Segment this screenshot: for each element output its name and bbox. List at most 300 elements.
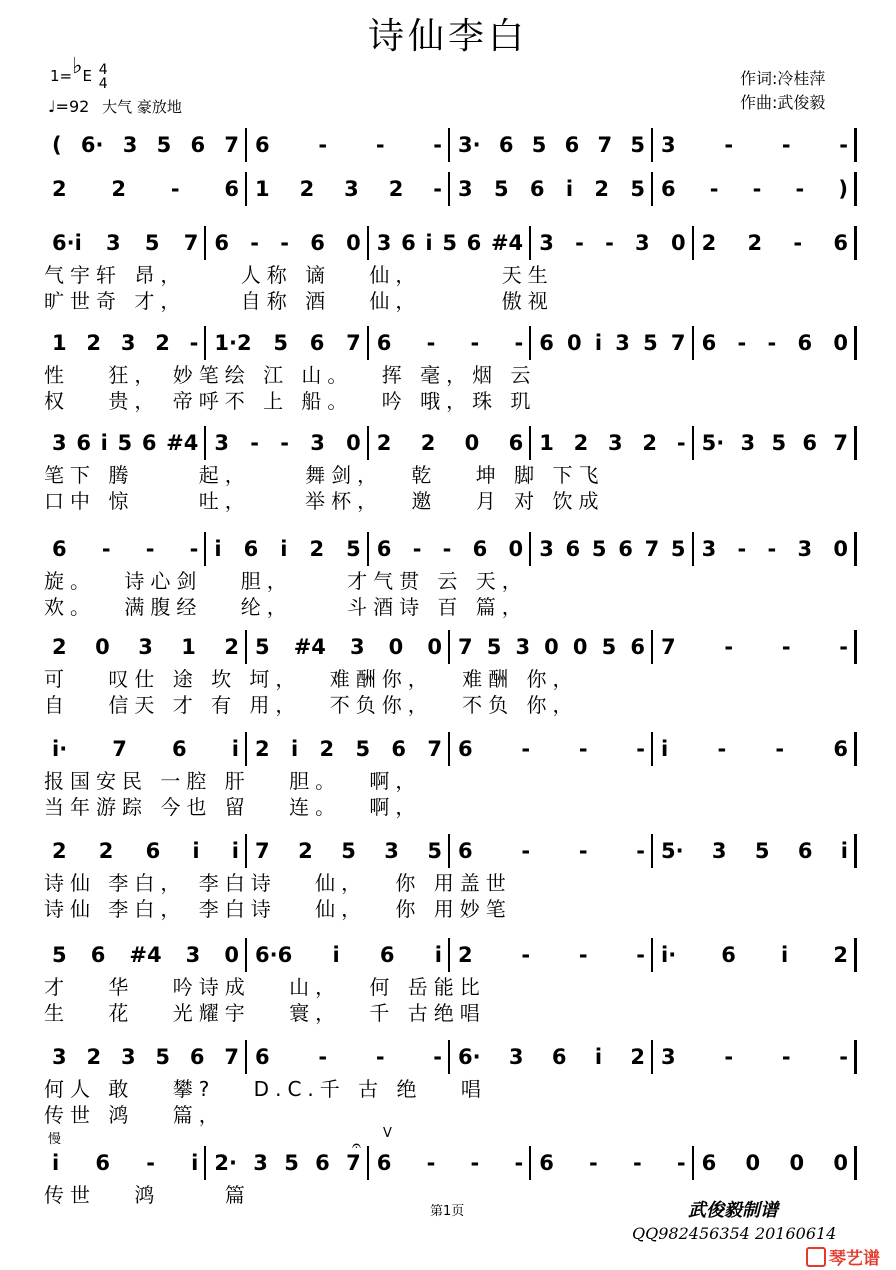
note: 3 [701,537,717,561]
logo-icon [806,1247,826,1267]
tempo: ♩=92 [48,97,90,116]
note: 3 [515,635,531,659]
measure [214,426,360,460]
note: 6· [458,1045,481,1069]
note: 6 [721,943,736,967]
note: 3 [661,133,676,157]
note: 6 [661,177,676,201]
note: 2 [111,177,127,201]
lyrics-verse-1: 性 狂， 妙笔绘 江 山。 挥 毫，烟 云 [44,363,537,387]
barline [204,426,206,460]
note: 7 [661,635,676,659]
logo-text: 琴艺谱 [829,1249,880,1269]
barline [245,834,247,868]
note: - [605,231,614,255]
note: 0 [745,1151,761,1175]
note: 0 [95,635,110,659]
note: 6 [315,1151,330,1175]
note: #4 [490,231,524,255]
note: 6 [630,635,645,659]
note: 7 [346,331,361,355]
lyrics-verse-2: 口中 惊 吐， 举杯， 邀 月 对 饮成 [44,489,605,513]
measure [214,226,360,260]
barline [367,226,369,260]
lyrics-verse-1: 可 叹仕 途 坎 坷， 难酬你， 难酬 你， [44,667,579,691]
note: - [636,839,645,863]
note: 0 [833,537,848,561]
note: 7 [833,431,848,455]
note: - [737,331,747,355]
note: 0 [346,431,361,455]
note: 3 [106,231,121,255]
barline [245,172,247,206]
note: i [214,537,222,561]
page-number: 第1页 [430,1204,465,1219]
barline [448,1040,450,1074]
note: 3 [122,133,138,157]
barline [854,172,857,206]
note: 6 [797,331,813,355]
barline [448,128,450,162]
note: #4 [129,943,162,967]
note: 5 [427,839,442,863]
note: 3 [539,231,554,255]
note: 3 [797,537,813,561]
note: 6 [310,231,325,255]
note: i [594,331,603,355]
barline [245,732,247,766]
note: i [100,431,108,455]
barline [651,834,653,868]
note: 3 [661,1045,676,1069]
note: 3 [615,331,630,355]
note: - [189,537,199,561]
note: - [793,231,803,255]
barline [854,630,857,664]
note: 2 [594,177,610,201]
measure [214,1146,360,1180]
barline [448,938,450,972]
measure [458,938,645,972]
measure [661,834,848,868]
note: 5 [630,133,645,157]
note: - [521,943,531,967]
note: 6 [565,537,581,561]
note: 2 [420,431,436,455]
note: 3 [52,1045,67,1069]
note: 2 [224,635,239,659]
lyrics-verse-2: 当年游踪 今也 留 连。 啊， [44,795,422,819]
note: 5· [661,839,684,863]
note: i [191,1151,199,1175]
note: - [578,737,588,761]
measure [702,1146,848,1180]
note: 7 [183,231,199,255]
note: i [192,839,200,863]
barline [651,128,653,162]
note: 0 [833,331,848,355]
note: - [775,737,785,761]
note: 6 [391,737,407,761]
note: 6 [401,231,416,255]
note: - [839,133,848,157]
note: 7 [427,737,442,761]
barline [651,732,653,766]
note: - [724,133,734,157]
note: 5 [273,331,288,355]
lyrics-verse-2: 旷世奇 才， 自称 酒 仙， 傲视 [44,289,554,313]
note: 3 [608,431,623,455]
note: 6 [52,537,67,561]
note: 1·2 [214,331,252,355]
note: 6·6 [255,943,293,967]
barline [448,834,450,868]
note: 5 [117,431,133,455]
note: 6 [701,331,717,355]
note: - [767,537,777,561]
measure [377,1146,523,1180]
note: 3 [508,1045,524,1069]
note: - [781,635,791,659]
key-label: 1= [50,67,73,85]
measure [52,426,198,460]
note-line [44,732,856,766]
note: 6 [797,839,813,863]
time-signature [99,63,108,91]
note: - [839,1045,848,1069]
lyrics-verse-1: 传世 鸿 篇 [44,1183,251,1207]
barline [651,938,653,972]
note: 1 [52,331,67,355]
note: 6 [224,177,239,201]
barline [692,532,694,566]
note: 3 [740,431,756,455]
key-signature [50,54,108,92]
note: 6 [376,1151,392,1175]
note: i [231,737,239,761]
note: 3 [458,177,473,201]
measure [458,630,645,664]
note: 7 [224,133,239,157]
note: - [578,839,588,863]
note: 3 [384,839,399,863]
note: 6 [95,1151,111,1175]
measure [255,630,442,664]
note: 6·i [52,231,82,255]
note: 3 [349,635,365,659]
note: 2· [214,1151,237,1175]
note: 7 [224,1045,239,1069]
note-line [44,834,856,868]
note: - [318,133,328,157]
barline [854,532,857,566]
measure [52,226,198,260]
lyrics-verse-2: 欢。 满腹经 纶， 斗酒诗 百 篇， [44,595,528,619]
note: 6 [243,537,259,561]
note: 6 [472,537,488,561]
note: 0 [544,635,559,659]
note: 6 [309,331,325,355]
note: 6 [255,1045,270,1069]
note-line [44,128,856,162]
note: i [52,1151,60,1175]
measure [661,172,848,206]
note: 2 [86,1045,102,1069]
note: - [146,1151,155,1175]
note: - [433,133,442,157]
note: 5 [643,331,658,355]
note: - [589,1151,598,1175]
measure [52,732,239,766]
note: i [594,1045,603,1069]
barline [448,630,450,664]
barline [529,1146,531,1180]
note: 6 [618,537,633,561]
note: 2 [98,839,114,863]
note: 5 [493,177,509,201]
measure [539,426,685,460]
flat-sign: ♭ [72,54,83,79]
note: 6 [214,231,230,255]
note: 6 [189,1045,205,1069]
note: - [412,537,422,561]
barline [854,128,857,162]
note: 0 [789,1151,805,1175]
measure [52,834,239,868]
measure [255,128,442,162]
note: 2 [298,839,313,863]
note-line [44,1040,856,1074]
barline [529,226,531,260]
note-line [44,172,856,206]
note: 5 [531,133,547,157]
note: - [839,635,848,659]
note: - [514,1151,524,1175]
measure [52,938,239,972]
note: 0 [508,537,524,561]
note: 7 [458,635,473,659]
note: 6 [145,839,161,863]
note: 5 [346,537,361,561]
note: - [636,737,645,761]
measure [255,938,442,972]
note: 6 [379,943,395,967]
note: 3 [52,431,67,455]
note: 5 [52,943,67,967]
note: 5 [255,635,270,659]
barline [245,128,247,162]
note: 3 [635,231,650,255]
note: 7 [112,737,127,761]
note: 2 [309,537,325,561]
measure [52,128,239,162]
note: - [632,1151,642,1175]
note: 6 [376,331,392,355]
measure [661,732,848,766]
note: - [737,537,747,561]
note: 6 [458,737,473,761]
barline [529,532,531,566]
note: - [280,231,289,255]
barline [854,834,857,868]
barline [692,426,694,460]
measure [52,1040,239,1074]
note: 5 [341,839,356,863]
note: - [724,1045,734,1069]
lyrics-verse-1: 才 华 吟诗成 山， 何 岳能比 [44,975,486,999]
barline [204,1146,206,1180]
note: 0 [346,231,361,255]
note: i [840,839,848,863]
note: 2 [299,177,315,201]
lyrics-verse-2: 诗仙 李白， 李白诗 仙， 你 用妙笔 [44,897,512,921]
note: - [470,1151,480,1175]
note: - [636,943,645,967]
note: 2 [52,635,67,659]
note: 0 [224,943,239,967]
barline [692,1146,694,1180]
note: i [231,839,239,863]
lyrics-verse-1: 报国安民 一腔 肝 胆。 啊， [44,769,422,793]
lyrics-verse-1: 何人 敢 攀? D.C.千 古 绝 唱 [44,1077,487,1101]
note: 7 [644,537,660,561]
note: i [661,737,669,761]
note: i [781,943,789,967]
note: - [101,537,111,561]
note: 5 [591,537,607,561]
note: - [781,133,791,157]
note: 3 [214,431,230,455]
note: - [709,177,719,201]
note: - [170,177,180,201]
measure [255,834,442,868]
note: 5 [486,635,502,659]
barline [367,1146,369,1180]
measure [539,226,685,260]
note: 2 [833,943,848,967]
barline [854,426,857,460]
lyrics-verse-1: 气宇轩 昂， 人称 谪 仙， 天生 [44,263,554,287]
note: 2 [319,737,335,761]
note: - [724,635,734,659]
note: 1 [255,177,270,201]
measure [661,1040,848,1074]
barline [692,226,694,260]
lyrics-verse-2: 传世 鸿 篇， [44,1103,225,1127]
measure [52,1146,198,1180]
note: 0 [670,231,686,255]
note: - [676,431,686,455]
note: - [578,943,588,967]
note: 3 [376,231,392,255]
note-line [44,426,856,460]
measure [52,326,198,360]
note: #4 [166,431,199,455]
barline [245,938,247,972]
note: 2 [573,431,589,455]
note: 2 [458,943,473,967]
measure [539,326,685,360]
fermata-mark: 𝄐 [352,1136,361,1155]
note: 6 [539,331,554,355]
barline [529,326,531,360]
note: i· [52,737,68,761]
barline [204,326,206,360]
note: 2 [155,331,170,355]
measure [702,326,848,360]
measure [377,226,523,260]
key-note: E [82,67,92,85]
note: - [676,1151,686,1175]
note: 6 [539,1151,554,1175]
note: - [250,231,259,255]
note: 3 [120,331,136,355]
note: - [575,231,584,255]
note: 0 [464,431,480,455]
note: - [433,177,442,201]
note: - [426,1151,436,1175]
expression: 大气 豪放地 [102,98,182,116]
note: 2 [255,737,270,761]
time-bottom: 4 [98,75,108,92]
note: 2 [747,231,763,255]
barline [367,326,369,360]
note: ) [838,177,848,201]
note: #4 [293,635,326,659]
note: i [565,177,574,201]
note: 6 [701,1151,717,1175]
barline [651,630,653,664]
note: 6 [529,177,545,201]
note: 5 [355,737,371,761]
barline [367,426,369,460]
note: - [442,537,452,561]
note: 0 [572,635,588,659]
note: 6· [80,133,104,157]
barline [854,1040,857,1074]
note-line [44,630,856,664]
note: - [470,331,480,355]
note: - [717,737,727,761]
note: 6 [551,1045,567,1069]
note: - [318,1045,328,1069]
composer: 作曲:武俊毅 [740,93,826,112]
measure [702,426,848,460]
note: - [767,331,777,355]
note: - [375,133,385,157]
measure [458,1040,645,1074]
measure [458,172,645,206]
slow-mark: 慢 [48,1132,62,1147]
barline [854,938,857,972]
note: 6 [90,943,106,967]
note: - [426,331,436,355]
contact-info: QQ982456354 20160614 [632,1224,837,1243]
barline [245,1040,247,1074]
measure [702,532,848,566]
note: 5 [155,1045,171,1069]
note: 2 [52,839,67,863]
note: 2 [642,431,658,455]
site-logo [806,1244,880,1269]
lyrics-verse-1: 旋。 诗心剑 胆， 才气贯 云 天， [44,569,528,593]
measure [52,532,198,566]
note: 5 [754,839,770,863]
note-line [44,532,856,566]
note: 5 [144,231,160,255]
note: 6 [833,737,848,761]
note: - [433,1045,442,1069]
